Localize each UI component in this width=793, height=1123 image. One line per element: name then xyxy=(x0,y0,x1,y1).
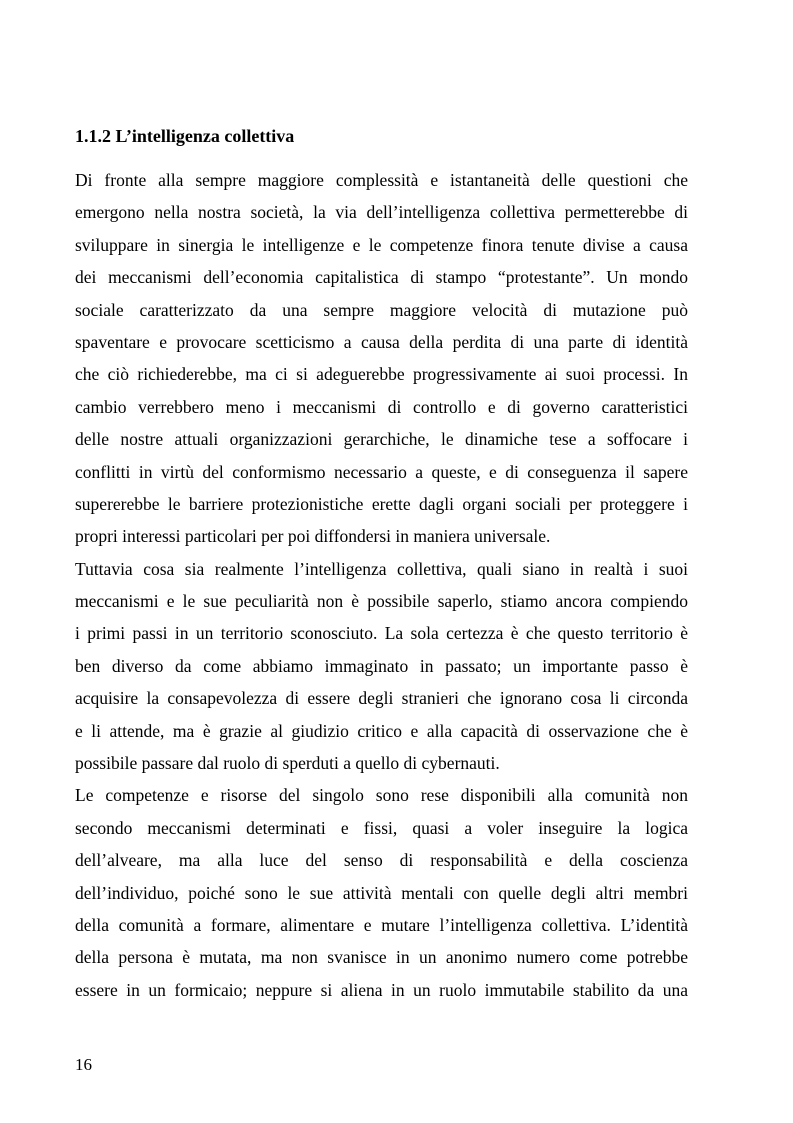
text-line: propri interessi particolari per poi diffondersi in maniera universale. xyxy=(75,526,551,547)
text-line: della persona è mutata, ma non svanisce in un anonimo numero come potrebbe xyxy=(75,947,688,968)
text-line: della comunità a formare, alimentare e mutare l’intelligenza collettiva. L’identità xyxy=(75,914,688,935)
text-line: cambio verrebbero meno i meccanismi di controllo e di governo caratteristici xyxy=(75,396,688,417)
text-line: sviluppare in sinergia le intelligenze e le competenze finora tenute divise a causa xyxy=(75,234,688,255)
text-line: Tuttavia cosa sia realmente l’intelligenza collettiva, quali siano in realtà i suoi xyxy=(75,558,688,579)
text-line: spaventare e provocare scetticismo a causa della perdita di una parte di identità xyxy=(75,331,688,352)
text-line: possibile passare dal ruolo di sperduti a quello di cybernauti. xyxy=(75,753,500,774)
text-line: conflitti in virtù del conformismo necessario a queste, e di conseguenza il sapere xyxy=(75,461,688,482)
text-line: dell’alveare, ma alla luce del senso di responsabilità e della coscienza xyxy=(75,850,688,871)
text-line: ben diverso da come abbiamo immaginato in passato; un importante passo è xyxy=(75,655,688,676)
text-line: Di fronte alla sempre maggiore complessità e istantaneità delle questioni che xyxy=(75,170,688,190)
text-line: che ciò richiederebbe, ma ci si adeguerebbe progressivamente ai suoi processi. In xyxy=(75,364,688,385)
text-line: e li attende, ma è grazie al giudizio critico e alla capacità di osservazione che è xyxy=(75,720,688,741)
text-line: meccanismi e le sue peculiarità non è possibile saperlo, stiamo ancora compiendo xyxy=(75,591,688,612)
section-heading: 1.1.2 L’intelligenza collettiva xyxy=(75,126,295,146)
text-line: dell’individuo, poiché sono le sue attività mentali con quelle degli altri membri xyxy=(75,882,688,903)
page-number: 16 xyxy=(75,1055,92,1074)
text-line: sociale caratterizzato da una sempre maggiore velocità di mutazione può xyxy=(75,299,688,320)
text-line: supererebbe le barriere protezionistiche erette dagli organi sociali per proteggere i xyxy=(75,493,688,514)
text-line: dei meccanismi dell’economia capitalistica di stampo “protestante”. Un mondo xyxy=(75,267,688,288)
text-line: emergono nella nostra società, la via dell’intelligenza collettiva permetterebbe di xyxy=(75,202,688,223)
text-line: secondo meccanismi determinati e fissi, quasi a voler inseguire la logica xyxy=(75,817,688,838)
text-line: delle nostre attuali organizzazioni gerarchiche, le dinamiche tese a soffocare i xyxy=(75,429,688,450)
body-text xyxy=(75,164,688,1006)
text-line: acquisire la consapevolezza di essere degli stranieri che ignorano cosa li circonda xyxy=(75,688,688,709)
text-line: Le competenze e risorse del singolo sono rese disponibili alla comunità non xyxy=(75,785,688,806)
text-line: i primi passi in un territorio sconosciuto. La sola certezza è che questo territorio è xyxy=(75,623,688,644)
text-line: essere in un formicaio; neppure si aliena in un ruolo immutabile stabilito da una xyxy=(75,979,688,1000)
